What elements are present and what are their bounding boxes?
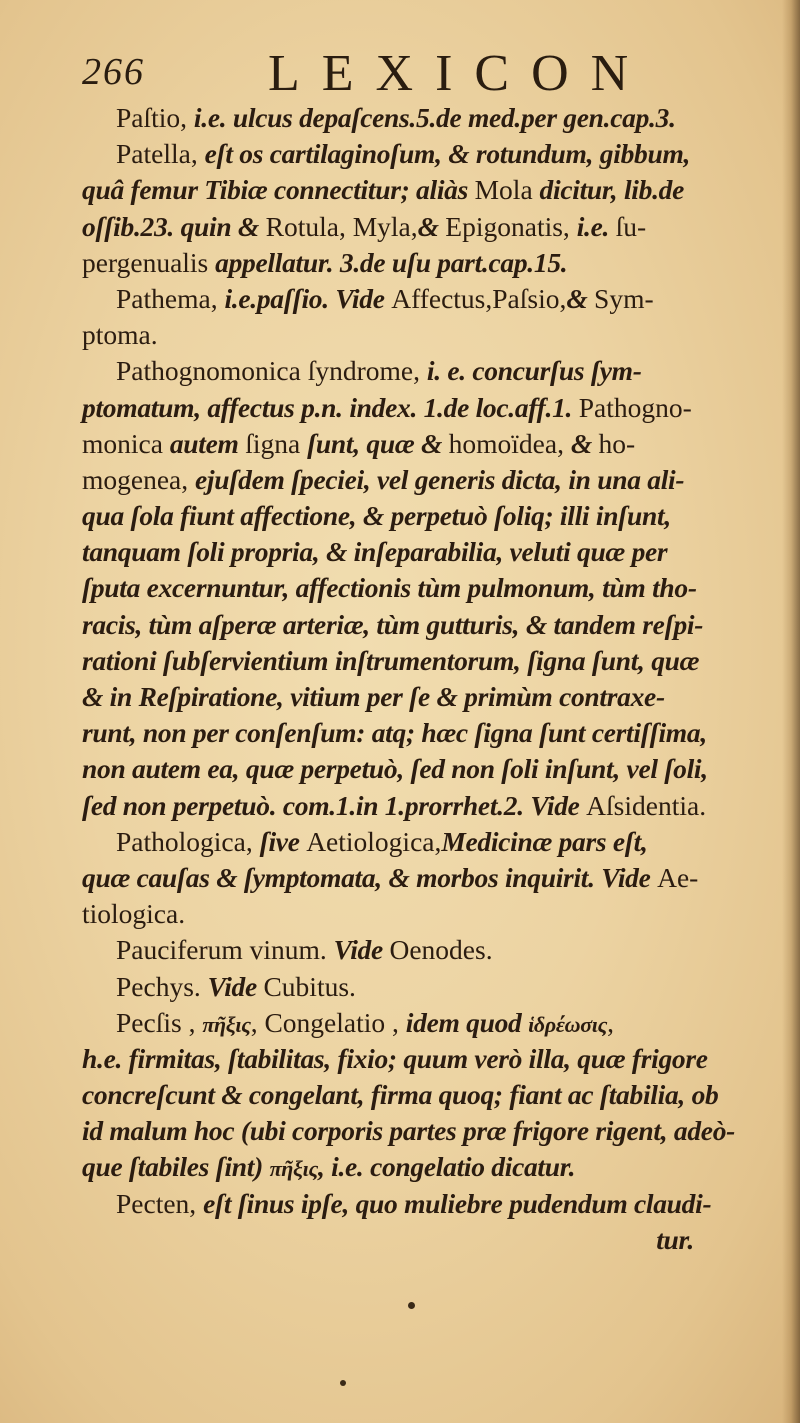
roman-text-run: Paſtio,: [116, 102, 194, 133]
italic-text-run: Vide: [207, 970, 264, 1002]
roman-text-run: Pecſis ,: [116, 1006, 203, 1038]
text-line: [82, 860, 742, 896]
italic-text-run: &: [417, 210, 446, 242]
roman-text-run: homoïdea,: [448, 427, 571, 459]
text-line: [82, 353, 742, 389]
roman-text-run: Oenodes.: [389, 934, 493, 966]
roman-text-run: Cubitus.: [263, 970, 356, 1002]
text-line: [82, 1149, 742, 1185]
text-line: [82, 751, 742, 787]
roman-text-run: ,: [607, 1006, 614, 1038]
italic-text-run: &: [570, 427, 599, 459]
text-line: [82, 1186, 742, 1222]
roman-text-run: Rotula, Myla,: [265, 210, 418, 242]
italic-text-run: ejuſdem ſpeciei, vel generis dicta, in una ali-: [195, 463, 685, 495]
roman-text-run: Pauciferum vinum.: [116, 934, 334, 966]
text-line: [82, 824, 742, 860]
text-line: [82, 534, 742, 570]
italic-text-run: quæ cauſas & ſymptomata, & morbos inquirit. Vide: [82, 861, 658, 893]
roman-text-run: Affectus,Paſsio,: [391, 282, 567, 314]
italic-text-run: tanquam ſoli propria, & inſeparabilia, veluti quæ per: [82, 536, 668, 568]
text-line: [82, 896, 742, 932]
text-line: [82, 390, 742, 426]
italic-text-run: i.e.paſſio. Vide: [224, 282, 392, 314]
italic-text-run: id malum hoc (ubi corporis partes præ frigore rigent, adeò-: [82, 1115, 736, 1147]
text-line: [82, 607, 742, 643]
italic-text-run: que ſtabiles ſint): [82, 1151, 270, 1183]
text-line: [82, 643, 742, 679]
italic-text-run: rationi ſubſervientium inſtrumentorum, ſigna ſunt, quæ: [82, 644, 700, 676]
text-line: [82, 570, 742, 606]
running-title: LEXICON: [268, 45, 651, 102]
roman-text-run: Pathogno-: [578, 391, 692, 423]
text-line: [82, 1077, 742, 1113]
text-line: [82, 1005, 742, 1041]
italic-text-run: eſt os cartilaginoſum, & rotundum, gibbum,: [204, 138, 691, 170]
roman-text-run: ſu-: [615, 210, 647, 242]
text-line: [82, 100, 742, 136]
text-line: [82, 136, 742, 172]
page-spine-shadow: [782, 0, 800, 1423]
roman-text-run: tiologica.: [82, 898, 186, 930]
italic-text-run: runt, non per conſenſum: atq; hæc ſigna ſunt certiſſima,: [82, 717, 707, 749]
text-line: [82, 172, 742, 208]
roman-text-run: Aſsidentia.: [586, 789, 707, 821]
text-line: [82, 209, 742, 245]
italic-text-run: Medicinæ pars eſt,: [441, 825, 648, 857]
roman-text-run: pergenualis: [82, 246, 216, 278]
text-line: [82, 462, 742, 498]
italic-text-run: ſed non perpetuò. com.1.in 1.prorrhet.2. Vide: [82, 789, 587, 821]
italic-text-run: tur.: [656, 1223, 694, 1255]
text-line: [82, 969, 742, 1005]
italic-text-run: racis, tùm aſperæ arteriæ, tùm gutturis, & tandem reſpi-: [82, 608, 704, 640]
page-number: 266: [82, 51, 145, 93]
italic-text-run: ſunt, quæ &: [307, 427, 449, 459]
italic-text-run: , i.e. congelatio dicatur.: [317, 1151, 576, 1183]
text-line: [82, 932, 742, 968]
text-line: [82, 498, 742, 534]
roman-text-run: ſigna: [245, 427, 308, 459]
text-line: [82, 679, 742, 715]
italic-text-run: πῆξις: [202, 1011, 251, 1037]
italic-text-run: qua ſola fiunt affectione, & perpetuò ſoliq; illi inſunt,: [82, 500, 671, 532]
roman-text-run: mogenea,: [82, 463, 196, 495]
roman-text-run: monica: [82, 427, 170, 459]
text-line: [82, 788, 742, 824]
text-line: [82, 1041, 742, 1077]
roman-text-run: ptoma.: [82, 319, 158, 351]
italic-text-run: appellatur. 3.de uſu part.cap.15.: [215, 246, 568, 278]
italic-text-run: Vide: [333, 934, 390, 966]
roman-text-run: Epigonatis,: [445, 210, 577, 242]
roman-text-run: Mola: [474, 174, 540, 206]
roman-text-run: ,: [250, 1006, 265, 1038]
roman-text-run: Pathema,: [116, 282, 225, 314]
roman-text-run: Sym-: [594, 282, 654, 314]
italic-text-run: ſputa excernuntur, affectionis tùm pulmonum, tùm tho-: [82, 572, 697, 604]
italic-text-run: πῆξις: [269, 1156, 318, 1182]
italic-text-run: h.e. firmitas, ſtabilitas, fixio; quum verò illa, quæ frigore: [82, 1042, 708, 1074]
italic-text-run: ἱδρέωσις: [528, 1011, 608, 1037]
roman-text-run: Pathognomonica ſyndrome,: [116, 355, 427, 387]
italic-text-run: idem quod: [405, 1006, 529, 1038]
italic-text-run: i.e. ulcus depaſcens.5.de med.per gen.cap.3.: [193, 102, 676, 133]
roman-text-run: Patella,: [116, 138, 205, 170]
text-line: [82, 426, 742, 462]
roman-text-run: Pecten,: [116, 1187, 204, 1219]
text-line: [82, 317, 742, 353]
roman-text-run: Ae-: [657, 861, 699, 893]
roman-text-run: ho-: [598, 427, 636, 459]
roman-text-run: Pechys.: [116, 970, 208, 1002]
ink-speck: [408, 1302, 415, 1309]
italic-text-run: ptomatum, affectus p.n. index. 1.de loc.aff.1.: [82, 391, 579, 423]
italic-text-run: autem: [169, 427, 246, 459]
roman-text-run: Congelatio ,: [264, 1006, 406, 1038]
italic-text-run: dicitur, lib.de: [539, 174, 685, 206]
italic-text-run: ſive: [259, 825, 307, 857]
text-line: [82, 281, 742, 317]
italic-text-run: i. e. concurſus ſym-: [426, 355, 642, 387]
text-line: [82, 245, 742, 281]
italic-text-run: eſt ſinus ipſe, quo muliebre pudendum claudi-: [203, 1187, 712, 1219]
text-line: [82, 1222, 742, 1258]
ink-speck: [340, 1380, 346, 1386]
text-line: [82, 1113, 742, 1149]
page-header: [82, 44, 722, 108]
italic-text-run: concreſcunt & congelant, firma quoq; fiant ac ſtabilia, ob: [82, 1079, 719, 1111]
italic-text-run: i.e.: [576, 210, 616, 242]
italic-text-run: non autem ea, quæ perpetuò, ſed non ſoli inſunt, vel ſoli,: [82, 753, 708, 785]
italic-text-run: & in Reſpiratione, vitium per ſe & primùm contraxe-: [82, 681, 665, 712]
text-line: [82, 715, 742, 751]
roman-text-run: Aetiologica,: [306, 825, 442, 857]
roman-text-run: Pathologica,: [116, 825, 260, 857]
italic-text-run: oſſib.23. quin &: [82, 210, 266, 242]
lexicon-entries: [82, 100, 742, 1258]
italic-text-run: quâ femur Tibiæ connectitur; aliàs: [82, 174, 475, 206]
italic-text-run: &: [566, 282, 595, 314]
